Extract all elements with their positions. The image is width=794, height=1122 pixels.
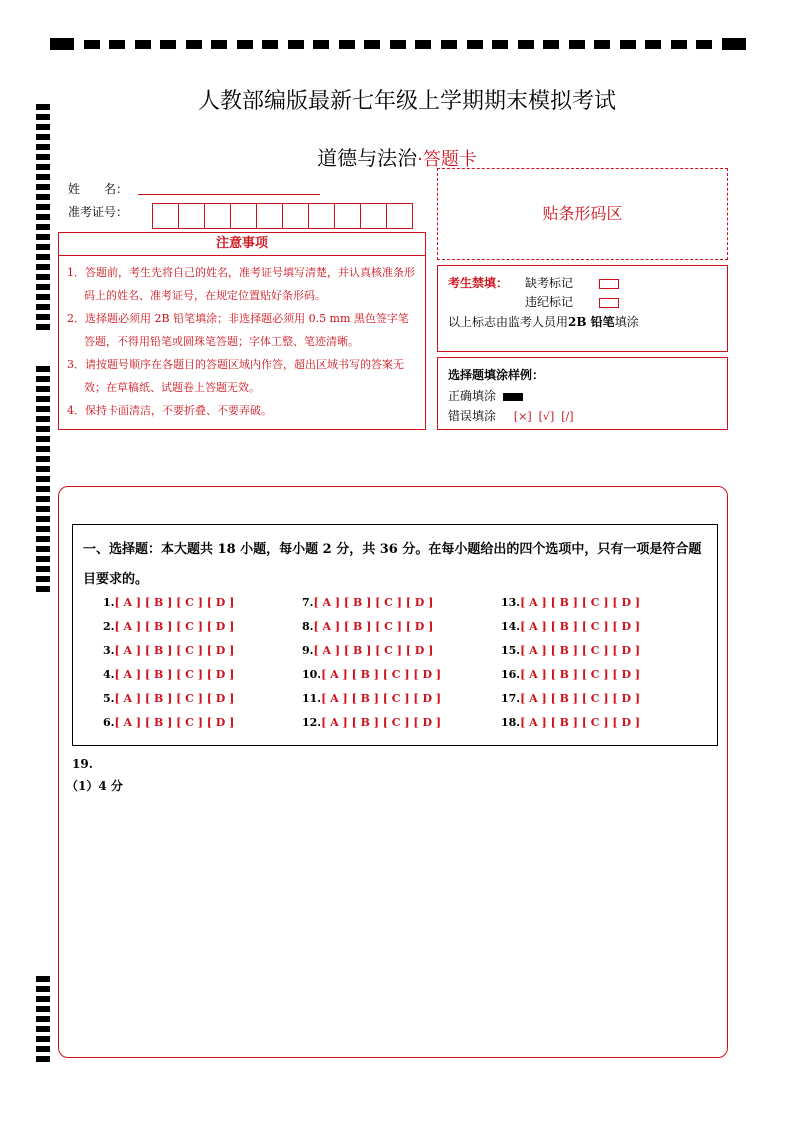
choice-row[interactable]: 5.[ A ] [ B ] [ C ] [ D ] — [103, 692, 235, 705]
choice-row[interactable]: 11.[ A ] [ B ] [ C ] [ D ] — [302, 692, 442, 705]
choice-row[interactable]: 16.[ A ] [ B ] [ C ] [ D ] — [501, 668, 641, 681]
notice-heading: 注意事项 — [58, 232, 426, 256]
choice-row[interactable]: 7.[ A ] [ B ] [ C ] [ D ] — [302, 596, 434, 609]
fill-sample-box — [437, 357, 728, 430]
timing-marks-left-bottom — [36, 976, 50, 1066]
subject-name: 道德与法治 — [317, 146, 418, 170]
choice-row[interactable]: 14.[ A ] [ B ] [ C ] [ D ] — [501, 620, 641, 633]
id-label: 准考证号： — [68, 205, 129, 219]
fill-sample-heading: 选择题填涂样例： — [448, 368, 545, 382]
timing-marks-left-top — [36, 104, 50, 334]
question-19-answer-area[interactable] — [70, 800, 716, 1050]
choice-row[interactable]: 15.[ A ] [ B ] [ C ] [ D ] — [501, 644, 641, 657]
choice-row[interactable]: 9.[ A ] [ B ] [ C ] [ D ] — [302, 644, 434, 657]
choice-row[interactable]: 4.[ A ] [ B ] [ C ] [ D ] — [103, 668, 235, 681]
choice-column-2 — [302, 595, 441, 739]
notice-item: 1．答题前，考生先将自己的姓名，准考证号填写清楚，并认真核准条形码上的姓名、准考证号，在规定位置贴好条形码。 — [67, 266, 415, 302]
notice-item: 3．请按题号顺序在各题目的答题区域内作答，超出区域书写的答案无效；在草稿纸、试题卷上答题无效。 — [67, 358, 404, 394]
timing-marks-top — [50, 38, 746, 50]
wrong-fill-row — [448, 407, 574, 424]
wrong-fill-samples: [×] [√] [/] — [513, 410, 574, 423]
absent-label: 缺考标记 — [525, 276, 574, 290]
multiple-choice-section — [72, 524, 718, 746]
choice-row[interactable]: 6.[ A ] [ B ] [ C ] [ D ] — [103, 716, 235, 729]
exam-title: 人教部编版最新七年级上学期期末模拟考试 — [197, 89, 616, 114]
absent-mark-box[interactable] — [599, 279, 619, 289]
wrong-fill-label: 错误填涂 — [448, 409, 497, 423]
card-title — [0, 142, 794, 171]
violation-mark-row — [525, 293, 619, 310]
notice-item: 4．保持卡面清洁，不要折叠、不要弄破。 — [67, 404, 272, 417]
choice-row[interactable]: 13.[ A ] [ B ] [ C ] [ D ] — [501, 596, 641, 609]
choice-row[interactable]: 10.[ A ] [ B ] [ C ] [ D ] — [302, 668, 442, 681]
choice-row[interactable]: 3.[ A ] [ B ] [ C ] [ D ] — [103, 644, 235, 657]
choice-column-1 — [103, 595, 234, 739]
section1-instructions: 一、选择题：本大题共 18 小题，每小题 2 分，共 36 分。在每小题给出的四个选项中，只有一项是符合题目要求的。 — [83, 542, 702, 587]
correct-fill-label: 正确填涂 — [448, 389, 497, 403]
choice-row[interactable]: 8.[ A ] [ B ] [ C ] [ D ] — [302, 620, 434, 633]
proctor-heading: 考生禁填： — [448, 276, 509, 290]
absent-mark-row — [525, 274, 619, 291]
violation-label: 违纪标记 — [525, 295, 574, 309]
correct-fill-row — [448, 387, 523, 404]
question-19-part1: （1）4 分 — [66, 779, 123, 793]
violation-mark-box[interactable] — [599, 298, 619, 308]
barcode-label: 贴条形码区 — [542, 204, 623, 223]
proctor-note: 以上标志由监考人员用2B 铅笔填涂 — [448, 315, 639, 329]
barcode-area — [437, 168, 728, 260]
correct-fill-sample — [503, 393, 523, 401]
choice-row[interactable]: 18.[ A ] [ B ] [ C ] [ D ] — [501, 716, 641, 729]
choice-row[interactable]: 2.[ A ] [ B ] [ C ] [ D ] — [103, 620, 235, 633]
question-19-number: 19. — [72, 757, 93, 771]
answer-card-label: ·答题卡 — [417, 149, 477, 170]
choice-column-3 — [501, 595, 640, 739]
candidate-id-boxes[interactable] — [152, 203, 412, 229]
choice-row[interactable]: 12.[ A ] [ B ] [ C ] [ D ] — [302, 716, 442, 729]
timing-marks-left-middle — [36, 366, 50, 596]
name-input-line[interactable] — [138, 194, 320, 195]
name-label: 姓 名： — [68, 182, 129, 196]
notice-item: 2．选择题必须用 2B 铅笔填涂；非选择题必须用 0.5 mm 黑色签字笔答题，不得用铅笔或圆珠笔答题；字体工整、笔迹清晰。 — [67, 312, 409, 348]
choice-row[interactable]: 1.[ A ] [ B ] [ C ] [ D ] — [103, 596, 235, 609]
proctor-box — [437, 265, 728, 352]
choice-row[interactable]: 17.[ A ] [ B ] [ C ] [ D ] — [501, 692, 641, 705]
notice-list — [58, 256, 426, 430]
